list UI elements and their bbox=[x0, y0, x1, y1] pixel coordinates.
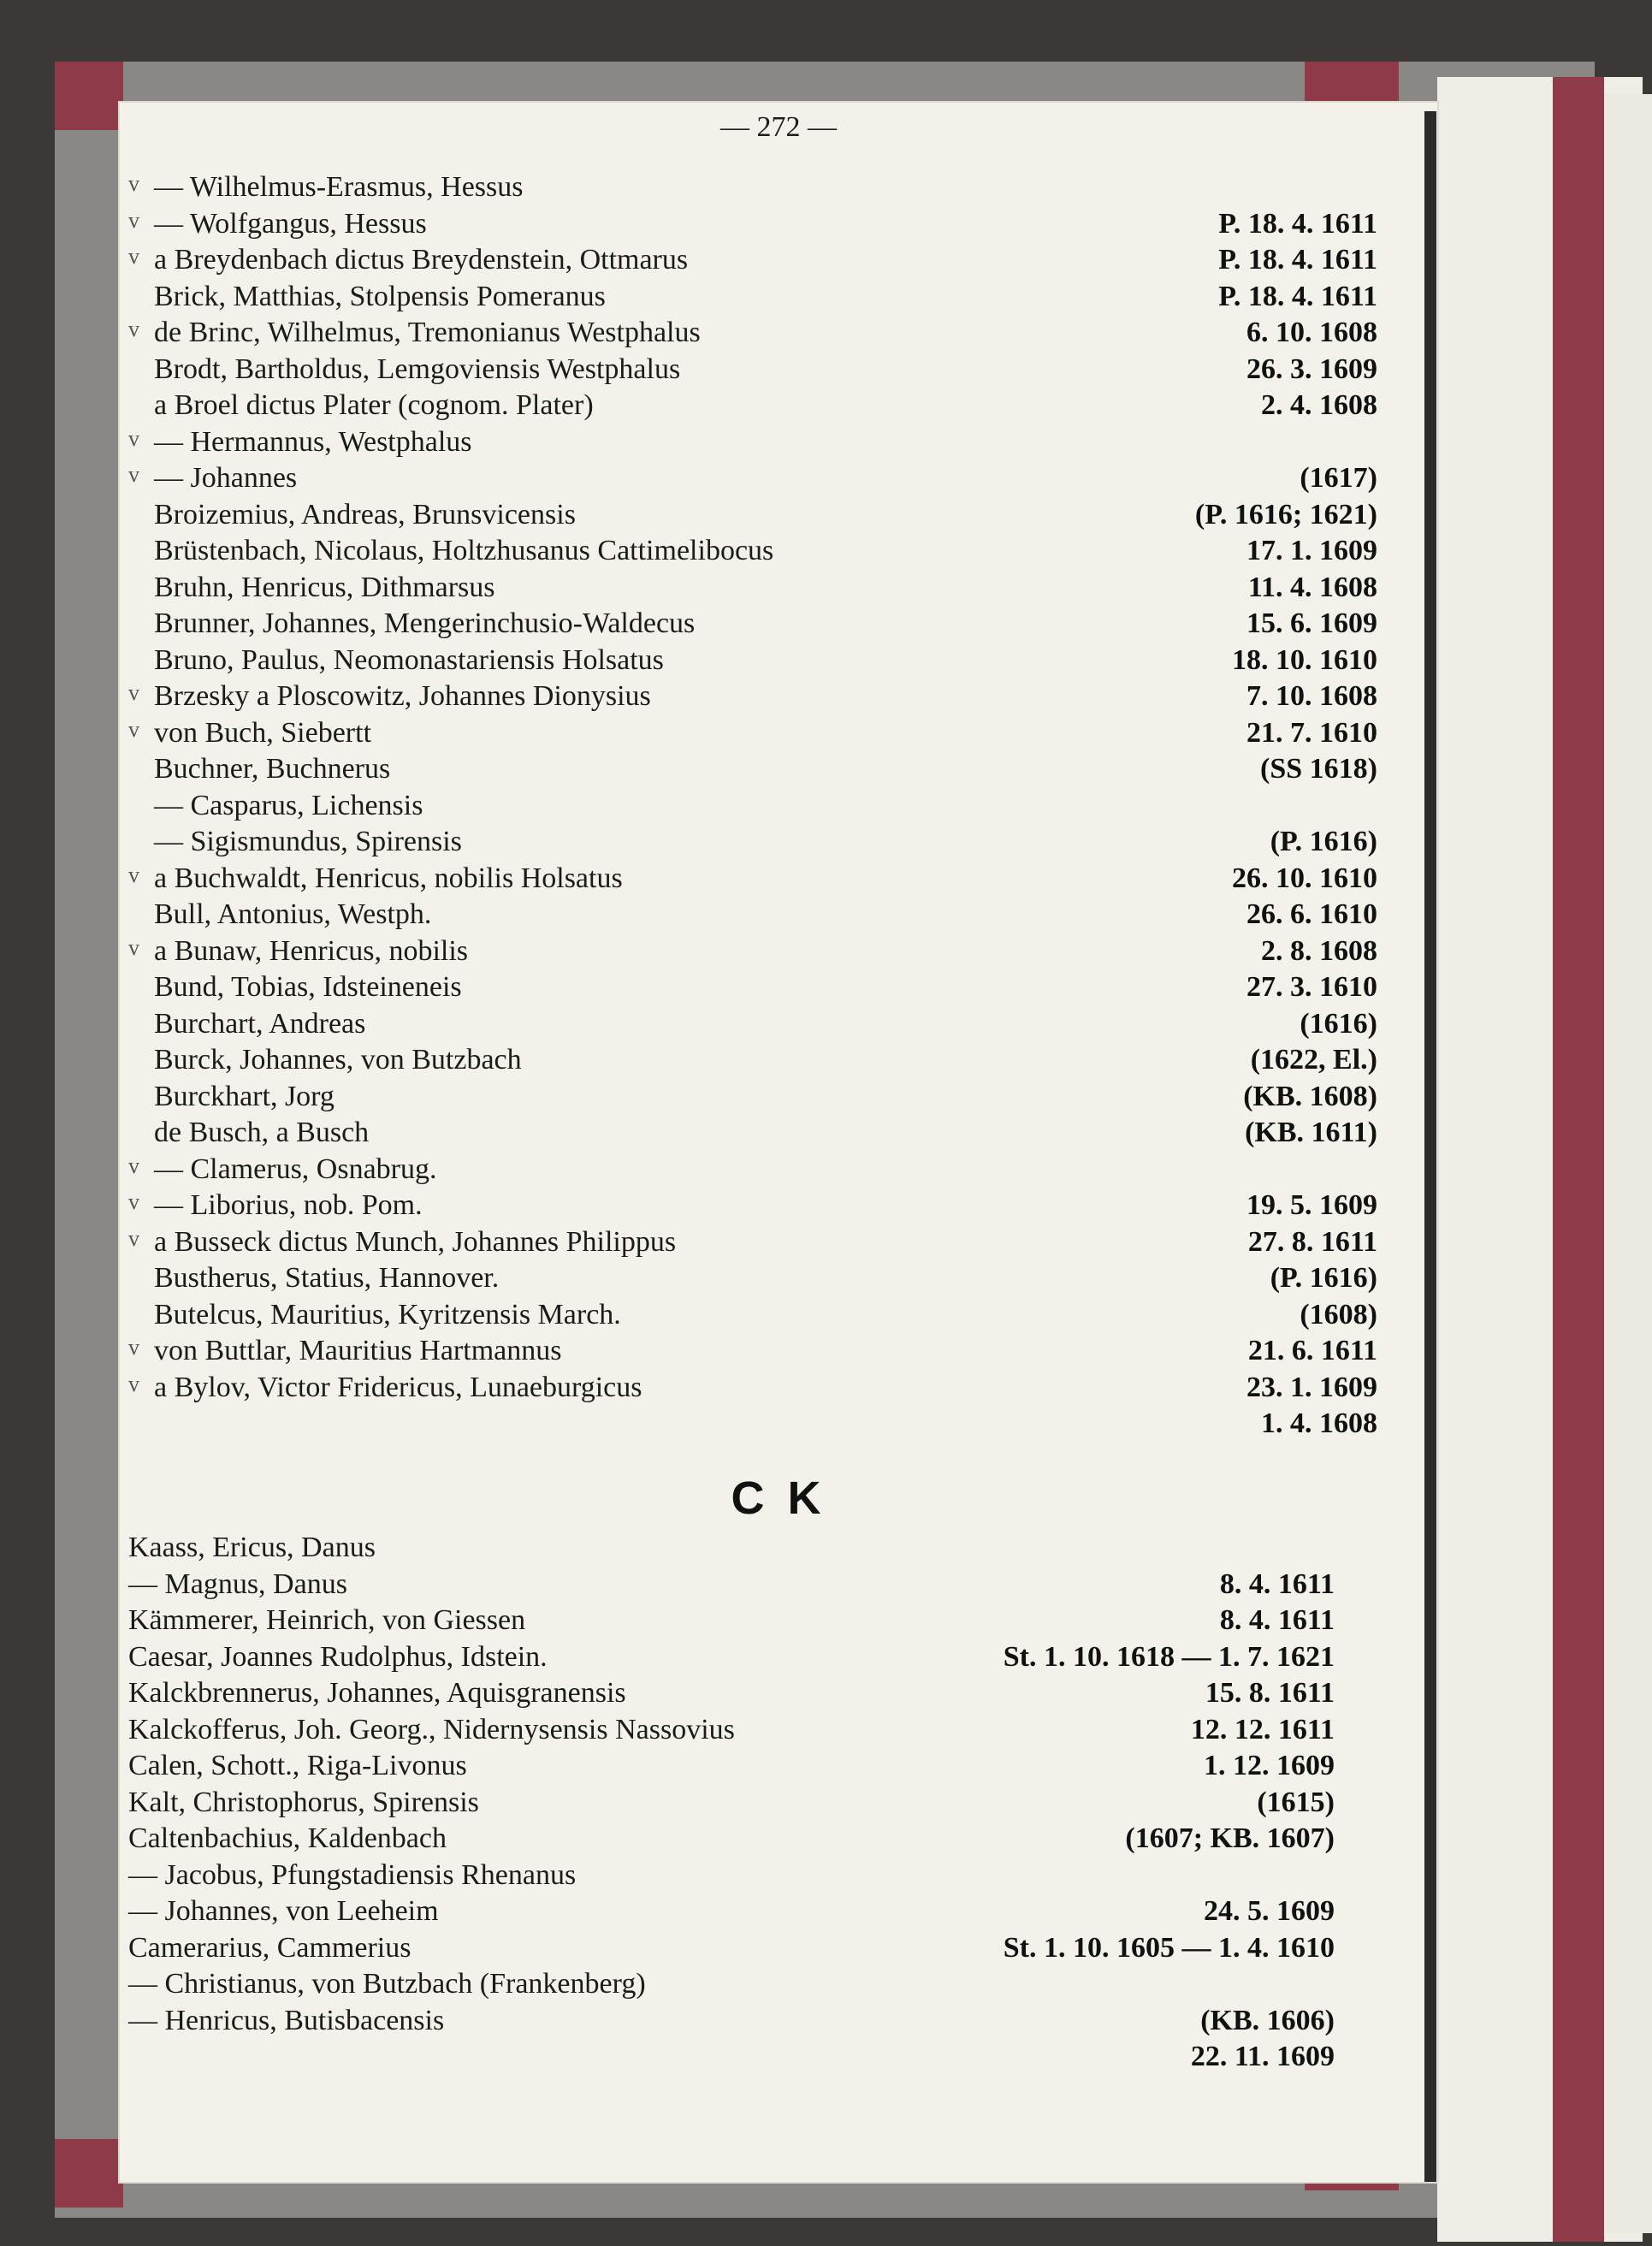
check-mark: v bbox=[128, 317, 139, 341]
entry-date: 21. 6. 1611 bbox=[1247, 1335, 1377, 1366]
list-item bbox=[120, 826, 1437, 862]
entry-date: St. 1. 10. 1605 — 1. 4. 1610 bbox=[1003, 1931, 1335, 1964]
entry-name: a Busseck dictus Munch, Johannes Philippus bbox=[154, 1225, 677, 1258]
entry-name: Broizemius, Andreas, Brunsvicensis bbox=[154, 498, 576, 530]
list-item bbox=[120, 1226, 1437, 1263]
list-item bbox=[120, 1932, 1437, 1969]
list-item bbox=[120, 1372, 1437, 1408]
entry-name: Buchner, Buchnerus bbox=[154, 753, 391, 785]
entry-date: 27. 3. 1610 bbox=[1246, 971, 1377, 1003]
list-item bbox=[120, 244, 1437, 281]
entry-name: — Christianus, von Butzbach (Frankenberg) bbox=[128, 1968, 646, 2000]
entry-date: 26. 10. 1610 bbox=[1232, 862, 1377, 894]
entry-name: Kaass, Ericus, Danus bbox=[128, 1532, 376, 1563]
entry-name: Caltenbachius, Kaldenbach bbox=[128, 1822, 447, 1854]
entry-name: Caesar, Joannes Rudolphus, Idstein. bbox=[128, 1640, 548, 1673]
entry-date: P. 18. 4. 1611 bbox=[1218, 207, 1377, 240]
list-item bbox=[120, 281, 1437, 317]
entry-date: 8. 4. 1611 bbox=[1219, 1567, 1335, 1600]
facing-page-edge bbox=[1604, 94, 1652, 2233]
entry-date: (KB. 1611) bbox=[1245, 1117, 1377, 1148]
entry-name: de Brinc, Wilhelmus, Tremonianus Westphalus bbox=[154, 317, 701, 348]
list-item bbox=[120, 1604, 1437, 1641]
entry-date: P. 18. 4. 1611 bbox=[1218, 244, 1377, 276]
corner-protector bbox=[55, 62, 123, 130]
list-item bbox=[120, 971, 1437, 1008]
check-mark: v bbox=[128, 1189, 139, 1214]
list-item bbox=[120, 935, 1437, 972]
entry-date: 27. 8. 1611 bbox=[1247, 1225, 1377, 1258]
list-item bbox=[120, 1117, 1437, 1153]
entry-date: (P. 1616) bbox=[1270, 1262, 1377, 1294]
entry-date: 15. 6. 1609 bbox=[1246, 607, 1377, 639]
entry-date: 7. 10. 1608 bbox=[1246, 680, 1377, 712]
entry-name: Calen, Schott., Riga-Livonus bbox=[128, 1750, 467, 1781]
list-item bbox=[120, 426, 1437, 463]
entry-name: a Bylov, Victor Fridericus, Lunaeburgicus bbox=[154, 1371, 642, 1403]
list-item bbox=[120, 1008, 1437, 1045]
entry-name: de Busch, a Busch bbox=[154, 1117, 370, 1148]
entry-name: — Casparus, Lichensis bbox=[154, 789, 423, 821]
entry-name: Brzesky a Ploscowitz, Johannes Dionysius bbox=[154, 680, 651, 712]
entry-name: Burchart, Andreas bbox=[154, 1007, 366, 1040]
entry-date: 17. 1. 1609 bbox=[1246, 535, 1377, 566]
entry-date: 26. 3. 1609 bbox=[1246, 353, 1377, 385]
entry-name: Brunner, Johannes, Mengerinchusio-Waldecus bbox=[154, 607, 696, 639]
entry-name: — Wolfgangus, Hessus bbox=[154, 207, 427, 240]
entry-name: Brüstenbach, Nicolaus, Holtzhusanus Cattimelibocus bbox=[154, 535, 774, 566]
entry-name: von Buch, Siebertt bbox=[154, 716, 372, 749]
entry-date: 2. 4. 1608 bbox=[1261, 389, 1377, 421]
entry-date: (1607; KB. 1607) bbox=[1125, 1822, 1335, 1854]
check-mark: v bbox=[128, 462, 139, 487]
list-item bbox=[120, 1568, 1437, 1605]
entry-date: (1622, El.) bbox=[1250, 1044, 1377, 1076]
entry-list-b bbox=[120, 171, 1437, 1444]
entry-date: 18. 10. 1610 bbox=[1232, 643, 1377, 676]
list-item bbox=[120, 1335, 1437, 1372]
entry-name: — Henricus, Butisbacensis bbox=[128, 2004, 445, 2036]
entry-date: 23. 1. 1609 bbox=[1246, 1371, 1377, 1403]
list-item bbox=[120, 208, 1437, 245]
entry-date: 8. 4. 1611 bbox=[1219, 1604, 1335, 1636]
list-item bbox=[120, 1532, 1437, 1568]
entry-date: 2. 8. 1608 bbox=[1261, 934, 1377, 967]
entry-name: Kalckbrennerus, Johannes, Aquisgranensis bbox=[128, 1677, 626, 1709]
entry-date: 24. 5. 1609 bbox=[1204, 1895, 1335, 1927]
list-item bbox=[120, 1262, 1437, 1299]
list-item bbox=[120, 1822, 1437, 1859]
list-item bbox=[120, 1895, 1437, 1932]
list-item bbox=[120, 353, 1437, 390]
entry-name: Kämmerer, Heinrich, von Giessen bbox=[128, 1604, 526, 1636]
entry-date: (KB. 1608) bbox=[1243, 1080, 1377, 1112]
entry-name: Bruno, Paulus, Neomonastariensis Holsatus bbox=[154, 643, 664, 676]
list-item bbox=[120, 2005, 1437, 2042]
list-item bbox=[120, 1189, 1437, 1226]
list-item bbox=[120, 1677, 1437, 1714]
list-item bbox=[120, 462, 1437, 499]
entry-name: — Sigismundus, Spirensis bbox=[154, 826, 462, 857]
entry-date: P. 18. 4. 1611 bbox=[1218, 280, 1377, 312]
entry-name: a Breydenbach dictus Breydenstein, Ottmarus bbox=[154, 244, 689, 276]
list-item bbox=[120, 1714, 1437, 1751]
entry-date: 19. 5. 1609 bbox=[1246, 1189, 1377, 1221]
corner-protector bbox=[55, 2139, 123, 2207]
entry-date: 15. 8. 1611 bbox=[1205, 1677, 1335, 1709]
list-item bbox=[120, 1299, 1437, 1336]
entry-date: 21. 7. 1610 bbox=[1246, 716, 1377, 749]
page-shadow-edge bbox=[1424, 111, 1436, 2182]
entry-name: — Johannes, von Leeheim bbox=[128, 1895, 439, 1927]
check-mark: v bbox=[128, 716, 139, 742]
entry-name: — Jacobus, Pfungstadiensis Rhenanus bbox=[128, 1858, 577, 1891]
entry-date: 6. 10. 1608 bbox=[1246, 317, 1377, 348]
section-header: C K bbox=[731, 1473, 826, 1524]
list-item bbox=[120, 898, 1437, 935]
list-item bbox=[120, 753, 1437, 790]
entry-name: von Buttlar, Mauritius Hartmannus bbox=[154, 1335, 562, 1366]
entry-date: (KB. 1606) bbox=[1200, 2004, 1335, 2036]
check-mark: v bbox=[128, 1225, 139, 1251]
entry-name: Brick, Matthias, Stolpensis Pomeranus bbox=[154, 280, 606, 312]
entry-name: — Magnus, Danus bbox=[128, 1567, 347, 1600]
list-item bbox=[120, 680, 1437, 717]
check-mark: v bbox=[128, 425, 139, 451]
check-mark: v bbox=[128, 1153, 139, 1178]
list-item bbox=[120, 644, 1437, 681]
check-mark: v bbox=[128, 862, 139, 887]
entry-date: (1617) bbox=[1300, 462, 1377, 494]
list-item bbox=[120, 389, 1437, 426]
list-item bbox=[120, 535, 1437, 572]
entry-name: Burckhart, Jorg bbox=[154, 1080, 335, 1112]
entry-name: Bull, Antonius, Westph. bbox=[154, 898, 432, 930]
entry-name: — Clamerus, Osnabrug. bbox=[154, 1153, 437, 1185]
check-mark: v bbox=[128, 171, 139, 196]
list-item bbox=[120, 1081, 1437, 1117]
list-item bbox=[120, 1859, 1437, 1896]
entry-date: (1608) bbox=[1300, 1298, 1377, 1330]
entry-date: (P. 1616; 1621) bbox=[1194, 498, 1377, 530]
list-item bbox=[120, 1787, 1437, 1823]
entry-date: (1616) bbox=[1300, 1007, 1377, 1040]
entry-name: Burck, Johannes, von Butzbach bbox=[154, 1044, 522, 1076]
list-item bbox=[120, 607, 1437, 644]
list-item bbox=[120, 1968, 1437, 2005]
entry-date: (1615) bbox=[1257, 1786, 1335, 1818]
entry-name: — Hermannus, Westphalus bbox=[154, 425, 472, 458]
entry-name: — Wilhelmus-Erasmus, Hessus bbox=[154, 171, 524, 203]
list-item bbox=[120, 1641, 1437, 1678]
entry-date: St. 1. 10. 1618 — 1. 7. 1621 bbox=[1003, 1640, 1335, 1673]
entry-name: Bund, Tobias, Idsteineneis bbox=[154, 971, 462, 1003]
list-item bbox=[120, 1044, 1437, 1081]
entry-date: 22. 11. 1609 bbox=[1190, 2041, 1335, 2072]
entry-date: 1. 4. 1608 bbox=[1261, 1407, 1377, 1439]
list-item bbox=[120, 1750, 1437, 1787]
list-item bbox=[120, 1407, 1437, 1444]
entry-name: Brodt, Bartholdus, Lemgoviensis Westphalus bbox=[154, 353, 681, 385]
list-item bbox=[120, 717, 1437, 754]
entry-name: a Buchwaldt, Henricus, nobilis Holsatus bbox=[154, 862, 623, 894]
list-item bbox=[120, 171, 1437, 208]
check-mark: v bbox=[128, 1371, 139, 1396]
list-item bbox=[120, 499, 1437, 536]
entry-name: Butelcus, Mauritius, Kyritzensis March. bbox=[154, 1298, 621, 1330]
list-item bbox=[120, 572, 1437, 608]
entry-name: a Broel dictus Plater (cognom. Plater) bbox=[154, 389, 594, 421]
entry-name: Bustherus, Statius, Hannover. bbox=[154, 1262, 500, 1294]
entry-date: 26. 6. 1610 bbox=[1246, 898, 1377, 930]
check-mark: v bbox=[128, 1335, 139, 1360]
list-item bbox=[120, 317, 1437, 353]
list-item bbox=[120, 1153, 1437, 1190]
entry-name: — Johannes bbox=[154, 462, 298, 494]
entry-date: (P. 1616) bbox=[1270, 826, 1377, 857]
entry-name: Kalt, Christophorus, Spirensis bbox=[128, 1786, 479, 1818]
entry-date: 11. 4. 1608 bbox=[1247, 571, 1377, 603]
list-item bbox=[120, 2041, 1437, 2077]
entry-list-ck bbox=[120, 1532, 1437, 2077]
page-number: — 272 — bbox=[720, 111, 837, 143]
entry-date: 12. 12. 1611 bbox=[1190, 1713, 1335, 1745]
check-mark: v bbox=[128, 244, 139, 269]
document-page bbox=[120, 103, 1437, 2182]
entry-name: Kalckofferus, Joh. Georg., Nidernysensis Nassovius bbox=[128, 1713, 735, 1745]
check-mark: v bbox=[128, 207, 139, 233]
book-spine bbox=[1553, 77, 1604, 2242]
entry-name: Bruhn, Henricus, Dithmarsus bbox=[154, 571, 495, 603]
check-mark: v bbox=[128, 680, 139, 705]
entry-name: — Liborius, nob. Pom. bbox=[154, 1189, 423, 1221]
entry-name: Camerarius, Cammerius bbox=[128, 1931, 412, 1964]
check-mark: v bbox=[128, 934, 139, 960]
list-item bbox=[120, 862, 1437, 899]
list-item bbox=[120, 790, 1437, 827]
entry-date: 1. 12. 1609 bbox=[1204, 1750, 1335, 1781]
entry-date: (SS 1618) bbox=[1260, 753, 1377, 785]
entry-name: a Bunaw, Henricus, nobilis bbox=[154, 934, 469, 967]
